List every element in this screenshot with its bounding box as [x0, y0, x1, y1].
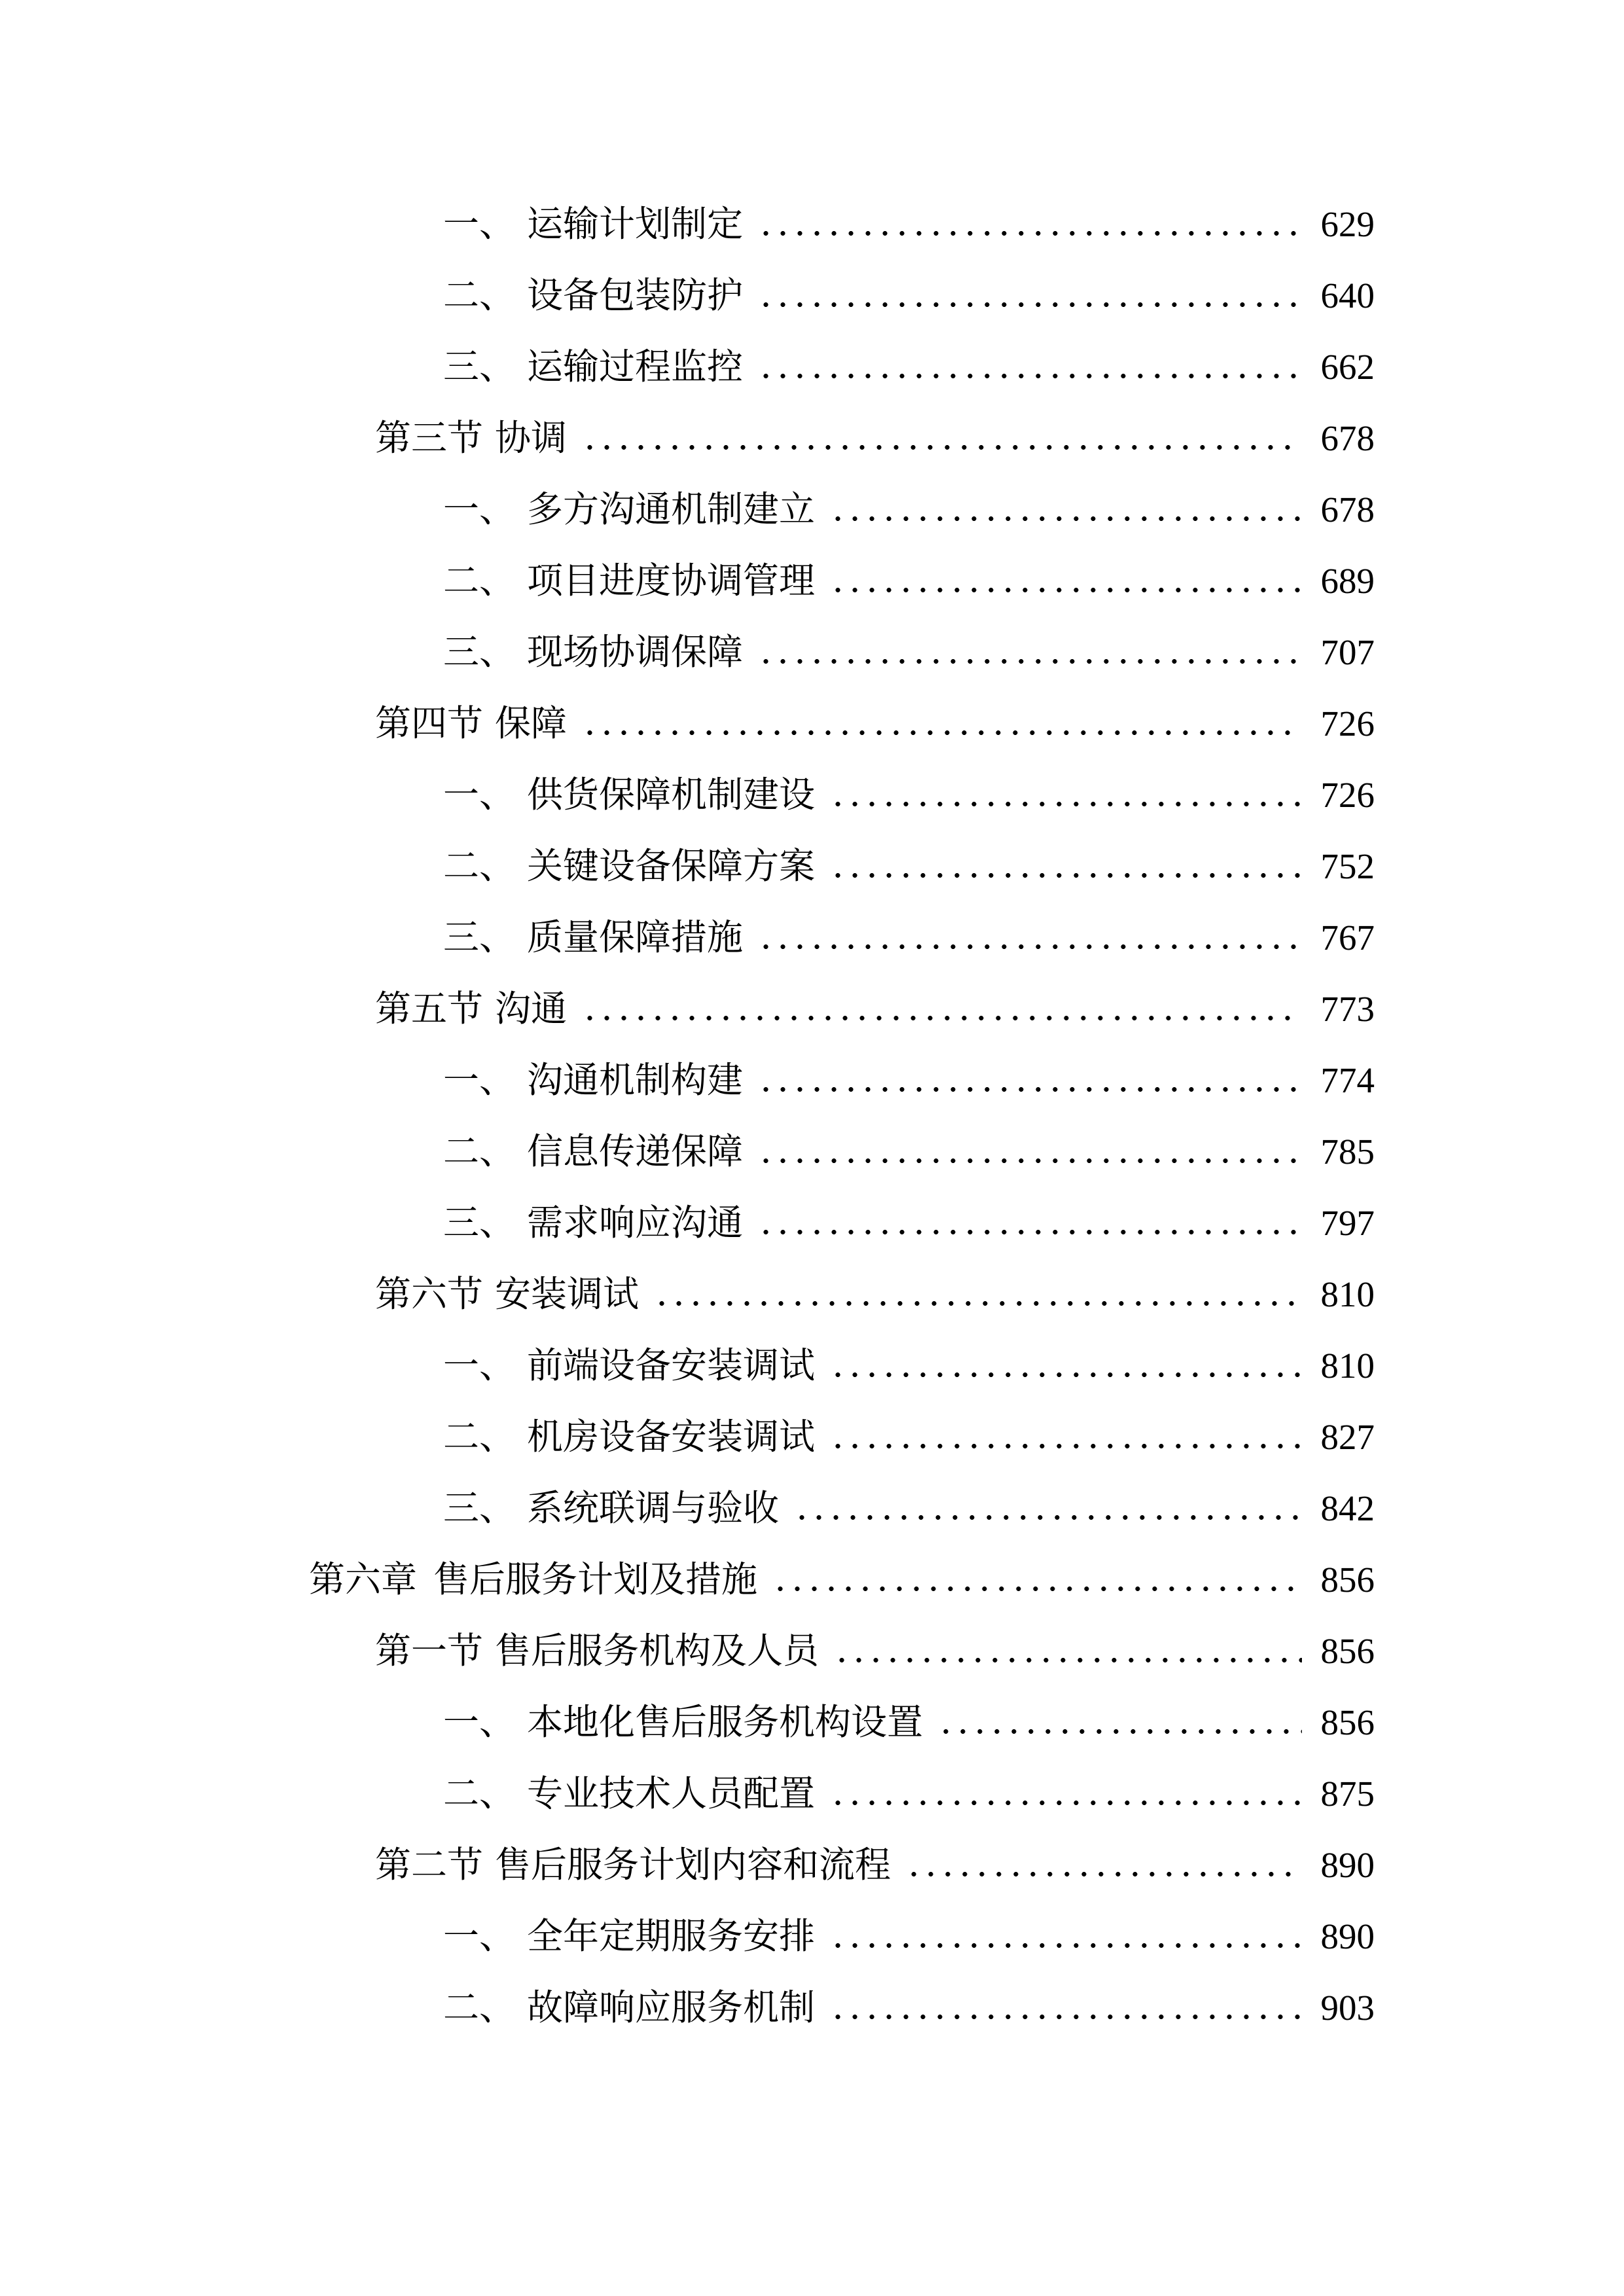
toc-entry[interactable]	[0, 1259, 1624, 1330]
toc-entry[interactable]	[0, 1972, 1624, 2043]
entry-number-label: 第五节	[375, 989, 484, 1029]
dot-leader	[757, 373, 1302, 379]
entry-number-label: 一、	[443, 1346, 516, 1386]
entry-number-label: 第二节	[375, 1845, 484, 1885]
toc-entry[interactable]	[0, 545, 1624, 617]
dot-leader	[829, 872, 1302, 878]
dot-leader	[757, 658, 1302, 664]
entry-number-label: 一、	[443, 775, 516, 815]
entry-page-number: 810	[1320, 1346, 1375, 1386]
entry-page-number: 629	[1320, 204, 1375, 244]
entry-title: 本地化售后服务机构设置	[527, 1702, 924, 1742]
toc-entry[interactable]	[0, 902, 1624, 973]
entry-title: 信息传递保障	[527, 1132, 744, 1172]
dot-leader	[937, 1729, 1302, 1734]
entry-title: 售后服务机构及人员	[495, 1631, 820, 1671]
entry-number-label: 第四节	[375, 704, 484, 744]
entry-page-number: 774	[1320, 1060, 1375, 1100]
toc-entry[interactable]	[0, 1544, 1624, 1615]
toc-entry[interactable]	[0, 688, 1624, 759]
toc-entry[interactable]	[0, 1473, 1624, 1544]
dot-leader	[581, 1015, 1302, 1021]
entry-title: 设备包装防护	[527, 276, 744, 315]
entry-title: 保障	[495, 704, 568, 744]
entry-page-number: 752	[1320, 846, 1375, 886]
entry-title: 协调	[495, 418, 568, 458]
entry-page-number: 726	[1320, 704, 1375, 744]
entry-title: 运输计划制定	[527, 204, 744, 244]
entry-page-number: 640	[1320, 276, 1375, 315]
dot-leader	[829, 1372, 1302, 1378]
entry-title: 前端设备安装调试	[527, 1346, 816, 1386]
entry-page-number: 827	[1320, 1417, 1375, 1457]
entry-number-label: 第六节	[375, 1274, 484, 1314]
entry-number-label: 三、	[443, 632, 516, 672]
entry-page-number: 856	[1320, 1560, 1375, 1600]
toc-entry[interactable]	[0, 331, 1624, 403]
toc-list	[0, 188, 1624, 2043]
toc-entry[interactable]	[0, 759, 1624, 831]
toc-entry[interactable]	[0, 260, 1624, 331]
entry-title: 系统联调与验收	[527, 1488, 780, 1528]
entry-title: 质量保障措施	[527, 918, 744, 958]
toc-entry[interactable]	[0, 403, 1624, 474]
toc-entry[interactable]	[0, 831, 1624, 902]
entry-page-number: 773	[1320, 989, 1375, 1029]
toc-entry[interactable]	[0, 1045, 1624, 1116]
entry-title: 关键设备保障方案	[527, 846, 816, 886]
dot-leader	[829, 516, 1302, 522]
dot-leader	[757, 302, 1302, 308]
dot-leader	[581, 730, 1302, 736]
entry-page-number: 707	[1320, 632, 1375, 672]
entry-page-number: 856	[1320, 1631, 1375, 1671]
toc-entry[interactable]	[0, 1615, 1624, 1687]
toc-entry[interactable]	[0, 1758, 1624, 1829]
entry-number-label: 二、	[443, 561, 516, 601]
entry-page-number: 785	[1320, 1132, 1375, 1172]
entry-number-label: 一、	[443, 204, 516, 244]
toc-entry[interactable]	[0, 474, 1624, 545]
entry-number-label: 二、	[443, 846, 516, 886]
entry-number-label: 二、	[443, 1417, 516, 1457]
dot-leader	[772, 1586, 1302, 1592]
entry-page-number: 890	[1320, 1916, 1375, 1956]
toc-entry[interactable]	[0, 1687, 1624, 1758]
entry-page-number: 689	[1320, 561, 1375, 601]
dot-leader	[833, 1657, 1302, 1663]
toc-entry[interactable]	[0, 973, 1624, 1045]
entry-number-label: 一、	[443, 1702, 516, 1742]
toc-entry[interactable]	[0, 1401, 1624, 1473]
entry-page-number: 903	[1320, 1988, 1375, 2028]
toc-entry[interactable]	[0, 188, 1624, 260]
entry-number-label: 三、	[443, 347, 516, 387]
entry-number-label: 三、	[443, 918, 516, 958]
dot-leader	[829, 587, 1302, 593]
entry-page-number: 678	[1320, 418, 1375, 458]
dot-leader	[793, 1515, 1302, 1520]
dot-leader	[829, 1443, 1302, 1449]
entry-page-number: 726	[1320, 775, 1375, 815]
entry-number-label: 第六章	[309, 1560, 418, 1600]
dot-leader	[757, 1158, 1302, 1164]
entry-title: 运输过程监控	[527, 347, 744, 387]
entry-number-label: 二、	[443, 1988, 516, 2028]
toc-entry[interactable]	[0, 1829, 1624, 1901]
dot-leader	[905, 1871, 1302, 1877]
entry-title: 沟通机制构建	[527, 1060, 744, 1100]
entry-title: 沟通	[495, 989, 568, 1029]
dot-leader	[829, 1800, 1302, 1806]
entry-number-label: 一、	[443, 1916, 516, 1956]
entry-page-number: 856	[1320, 1702, 1375, 1742]
toc-entry[interactable]	[0, 1187, 1624, 1259]
entry-title: 安装调试	[495, 1274, 640, 1314]
entry-title: 售后服务计划内容和流程	[495, 1845, 892, 1885]
entry-number-label: 二、	[443, 1132, 516, 1172]
toc-entry[interactable]	[0, 1116, 1624, 1187]
entry-number-label: 三、	[443, 1488, 516, 1528]
entry-number-label: 一、	[443, 490, 516, 529]
entry-number-label: 一、	[443, 1060, 516, 1100]
entry-number-label: 二、	[443, 276, 516, 315]
dot-leader	[581, 444, 1302, 450]
entry-page-number: 797	[1320, 1203, 1375, 1243]
toc-entry[interactable]	[0, 1330, 1624, 1401]
entry-title: 全年定期服务安排	[527, 1916, 816, 1956]
dot-leader	[829, 1943, 1302, 1948]
entry-title: 机房设备安装调试	[527, 1417, 816, 1457]
entry-title: 故障响应服务机制	[527, 1988, 816, 2028]
entry-title: 多方沟通机制建立	[527, 490, 816, 529]
entry-page-number: 890	[1320, 1845, 1375, 1885]
entry-number-label: 第三节	[375, 418, 484, 458]
dot-leader	[757, 230, 1302, 236]
entry-title: 售后服务计划及措施	[433, 1560, 758, 1600]
entry-page-number: 875	[1320, 1774, 1375, 1814]
entry-page-number: 767	[1320, 918, 1375, 958]
entry-title: 专业技术人员配置	[527, 1774, 816, 1814]
toc-entry[interactable]	[0, 617, 1624, 688]
entry-number-label: 二、	[443, 1774, 516, 1814]
entry-title: 供货保障机制建设	[527, 775, 816, 815]
entry-number-label: 第一节	[375, 1631, 484, 1671]
entry-page-number: 678	[1320, 490, 1375, 529]
dot-leader	[653, 1300, 1302, 1306]
entry-title: 现场协调保障	[527, 632, 744, 672]
entry-number-label: 三、	[443, 1203, 516, 1243]
dot-leader	[757, 1229, 1302, 1235]
dot-leader	[757, 1086, 1302, 1092]
dot-leader	[757, 944, 1302, 950]
entry-page-number: 662	[1320, 347, 1375, 387]
entry-page-number: 810	[1320, 1274, 1375, 1314]
dot-leader	[829, 2014, 1302, 2020]
toc-entry[interactable]	[0, 1901, 1624, 1972]
entry-title: 项目进度协调管理	[527, 561, 816, 601]
entry-page-number: 842	[1320, 1488, 1375, 1528]
entry-title: 需求响应沟通	[527, 1203, 744, 1243]
dot-leader	[829, 801, 1302, 807]
